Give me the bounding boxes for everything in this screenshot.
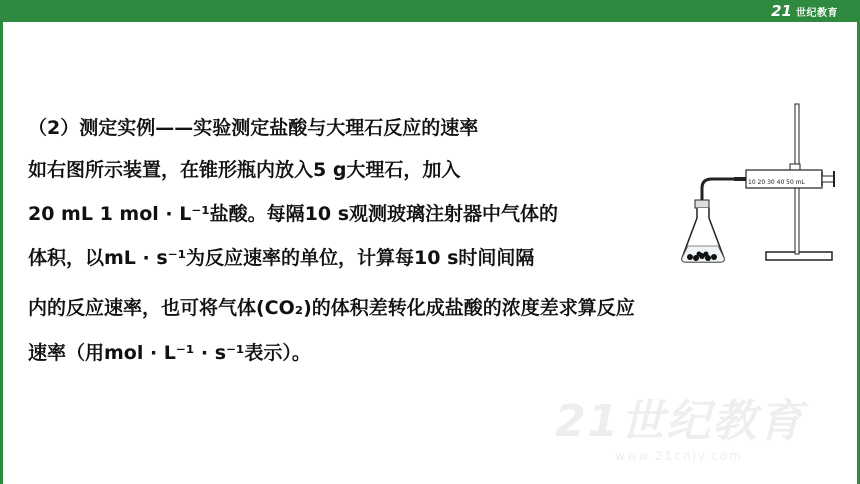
logo-brand: 世纪教育 [796,7,838,19]
text-line-2: 20 mL 1 mol · L⁻¹盐酸。每隔10 s观测玻璃注射器中气体的 [28,203,559,225]
watermark-url: www.21cnjy.com [615,449,743,463]
stand-clamp [790,164,800,170]
header-bar [0,0,860,22]
section-heading: （2）测定实例——实验测定盐酸与大理石反应的速率 [28,117,479,139]
syringe-plunger [822,176,834,182]
text-line-4: 内的反应速率，也可将气体(CO₂)的体积差转化成盐酸的浓度差求算反应 [28,297,635,319]
syringe-scale: 10 20 30 40 50 mL [748,179,805,186]
text-line-5: 速率（用mol · L⁻¹ · s⁻¹表示）。 [28,342,311,364]
syringe-tip [734,177,746,181]
watermark-text: 21世纪教育 [555,396,805,447]
text-line-1: 如右图所示装置，在锥形瓶内放入5 g大理石，加入 [28,159,461,181]
left-border [0,22,3,484]
watermark [555,385,855,463]
text-line-3: 体积，以mL · s⁻¹为反应速率的单位，计算每10 s时间间隔 [28,247,535,269]
flask-stopper [695,200,709,208]
logo-mark: 21 [771,2,792,20]
apparatus-diagram [678,100,838,270]
brand-logo [771,1,838,21]
